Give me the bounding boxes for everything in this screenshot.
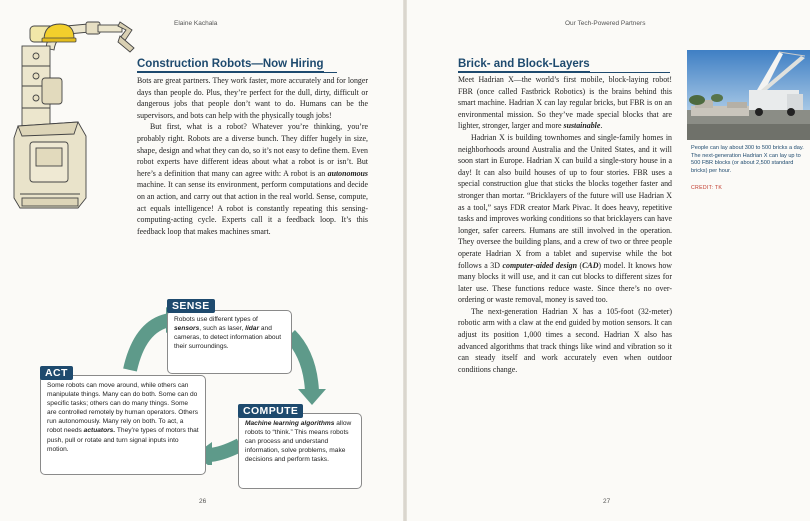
right-p2-emphasis-cad: CAD — [582, 260, 599, 270]
sense-box — [167, 310, 292, 374]
robot-arm-illustration — [8, 18, 148, 218]
left-heading: Construction Robots—Now Hiring — [137, 58, 324, 70]
arrow-head-compute — [298, 389, 326, 405]
left-paragraph-1: Bots are great partners. They work faster, more accurately and for longer days than people do. Plus, they’re perfect for the dull, dirty, difficult or dangerous jobs that people don’t want to do. Humans can be the supervisors, and bots can help with the physically tough jobs! — [137, 76, 368, 120]
left-heading-rule — [137, 72, 337, 73]
left-body-text — [137, 75, 368, 237]
left-running-head: Elaine Kachala — [174, 20, 218, 27]
act-label: ACT — [40, 366, 73, 380]
compute-label: COMPUTE — [238, 404, 303, 418]
left-page-number: 26 — [199, 498, 207, 505]
sense-text-2: , such as laser, — [199, 325, 246, 333]
right-paragraph-1 — [458, 74, 672, 132]
act-box — [40, 375, 206, 475]
right-heading: Brick- and Block-Layers — [458, 58, 590, 70]
hadrian-x-photo-image — [687, 50, 810, 140]
right-p2-emphasis-cad-full: computer-aided design — [502, 260, 577, 270]
act-text-2: They’re types of motors that push, pull or rotate and turn signal inputs into motion. — [47, 427, 199, 453]
sense-label: SENSE — [167, 299, 215, 313]
gutter — [403, 0, 407, 521]
right-page-number: 27 — [603, 498, 611, 505]
sense-term-sensors: sensors — [174, 325, 200, 333]
right-p2-text: Hadrian X is building townhomes and single-family homes in neighborhoods around Australia and the United States, and it will soon start in Europe. Hadrian X can build a single-story house in a day! It can also build houses of up to four stories. FBR uses a special construction glue that sticks the blocks together faster and stronger than mortar. “Bricklayers of the future will use Hadrian X as a tool,” says FDR creator Mark Pivac. It does heavy, repetitive tasks and improves working conditions so that bricklayers can have longer, safer careers. Humans are still involved in the operation. They oversee the building plans, and a crew of two or three people operate Hadrian X from a tablet and supervise while the bot follows a 3D — [458, 132, 672, 270]
right-p1-text: Meet Hadrian X—the world’s first mobile, block-laying robot! FBR (once called Fastbrick Robotics) is the brains behind this smart machine. Hadrian X can lay regular bricks, but FBR is on an environmental mission. So they’ve made special blocks that are lighter, stronger, larger and more — [458, 75, 672, 131]
compute-text: allow robots to “think.” This means robots can process and understand information, solve problems, make decisions and perform tasks. — [245, 420, 352, 464]
hadrian-x-photo — [687, 50, 810, 140]
right-p1-end: . — [600, 121, 603, 131]
right-body-text — [458, 74, 672, 375]
right-paragraph-3: The next-generation Hadrian X has a 105-foot (32-meter) robotic arm with a claw at the end guided by motion sensors. It can adjust its position 1,000 times a second. Hadrian X also has advanced algorithms that track things like wind and vibration so it can steady itself and work accurately even when outdoor conditions change. — [458, 306, 672, 374]
sense-term-lidar: lidar — [245, 325, 260, 333]
right-p2-end: ) model. It knows how many blocks it will use, and it can cut blocks to different sizes for later use. These functions reduce waste. Since there’s no over-ordering or waste removal, money is saved too. — [458, 260, 672, 305]
right-p1-emphasis: sustainable — [563, 121, 601, 131]
sense-text-3: and cameras, to detect information about their surroundings. — [174, 325, 282, 351]
photo-credit: CREDIT: TK — [691, 185, 723, 191]
left-paragraph-2: But first, what is a robot? Whatever you’re thinking, you’re probably right. Robots are a diverse bunch. They differ hugely in size, shape, design and what they can do, so it’s not easy to define them. Even robot experts have different ideas about what a robot is or isn’t. But here’s a definition that many can agree with: A robot is an autonomous machine. It can sense its environment, perform computations and decide on an action, and carry out that action in the real world. Sense, compute, act equals intelligence! A robot is constantly repeating this sensing-computing-acting cycle. Experts call it a feedback loop. It’s this feedback loop that makes machines smart. — [137, 122, 368, 236]
act-text-1: Some robots can move around, while others can manipulate things. Many can do both. Some can do specific tasks; others can do many things. Some are controlled remotely by human operators. Others run autonomously. Many rely on both. To act, a robot needs — [47, 382, 198, 435]
act-term-actuators: actuators. — [83, 427, 116, 435]
photo-caption: People can lay about 300 to 500 bricks a day. The next-generation Hadrian X can lay up to 500 FBR blocks (or about 2,500 standard bricks) per hour. — [691, 145, 804, 174]
sense-text-1: Robots use different types of — [174, 316, 258, 323]
right-p2-paren: ( — [576, 260, 583, 270]
compute-box — [238, 413, 362, 489]
right-paragraph-2 — [458, 132, 672, 306]
compute-term-ml: Machine learning algorithms — [245, 420, 335, 427]
right-running-head: Our Tech-Powered Partners — [565, 20, 646, 27]
left-emphasis-autonomous: autonomous — [327, 168, 368, 178]
